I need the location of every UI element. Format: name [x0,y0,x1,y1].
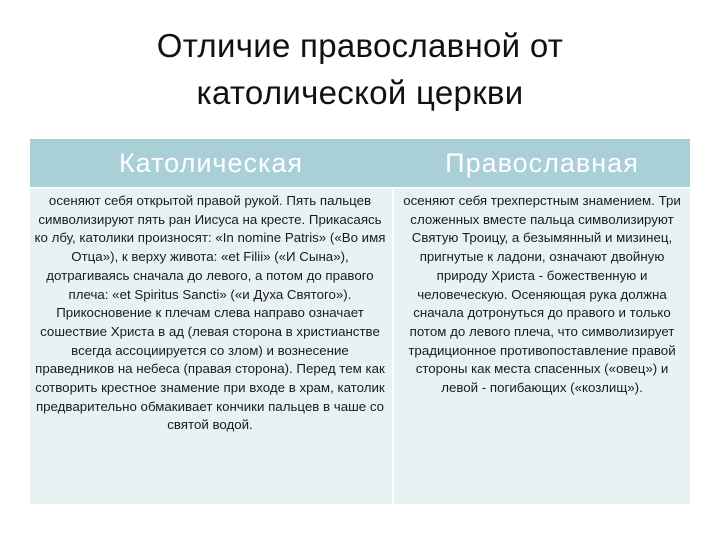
comparison-table [30,139,690,504]
slide-title [40,22,680,116]
table-header-row [30,139,690,187]
catholic-description: осеняют себя открытой правой рукой. Пять пальцев символизируют пять ран Иисуса на кресте. Прикасаясь ко лбу, католики произносят: «In nomine Patris» («Во имя Отца»), к верху живота: «et Filii» («И Сына»), дотрагиваясь сначала до левого, а потом до правого плеча: «et Spiritus Sancti» («и Духа Святого»). Прикосновение к плечам слева направо означает сошествие Христа в ад (левая сторона в христианстве всегда ассоциируется со злом) и вознесение праведников на небеса (правая сторона). Перед тем как сотворить крестное знамение при входе в храм, католик предварительно обмакивает кончики пальцев в чаше со святой водой. [30,189,392,504]
slide-title-line-1: Отличие православной от [156,27,564,64]
table-row [30,189,690,504]
slide-title-line-2: католической церкви [196,74,524,111]
header-orthodox: Православная [445,148,639,178]
header-catholic: Католическая [118,148,304,178]
orthodox-description: осеняют себя трехперстным знамением. Три сложенных вместе пальца символизируют Святую Троицу, а безымянный и мизинец, пригнутые к ладони, означают двойную природу Христа - божественную и человеческую. Осеняющая рука должна сначала дотронуться до правого и только потом до левого плеча, что символизирует традиционное противопоставление правой стороны как места спасенных («овец») и левой - погибающих («козлищ»). [394,189,690,504]
